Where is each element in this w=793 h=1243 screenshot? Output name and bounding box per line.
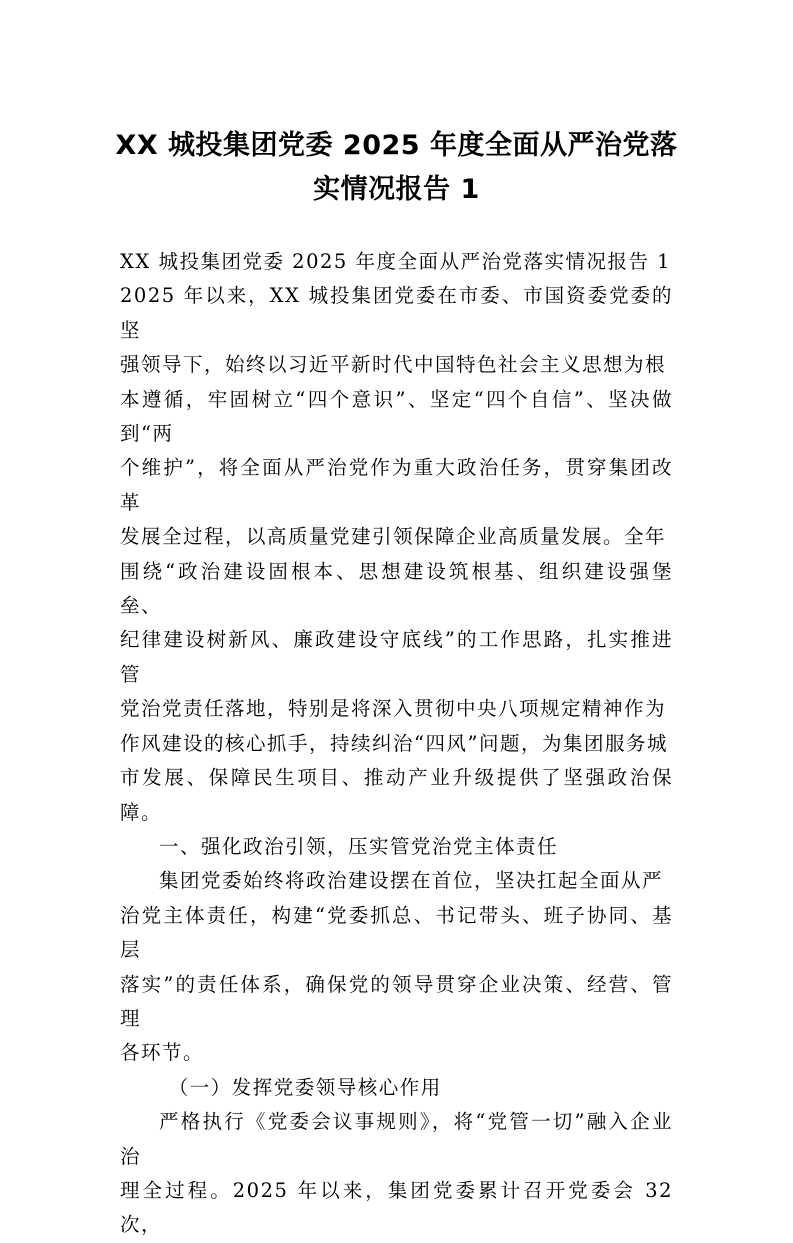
- text-line: 落实”的责任体系，确保党的领导贯穿企业决策、经营、管理: [120, 972, 673, 1030]
- document-title: [100, 124, 693, 212]
- text-line: 个维护”，将全面从严治党作为重大政治任务，贯穿集团改革: [120, 456, 673, 514]
- text-line: XX 城投集团党委 2025 年度全面从严治党落实情况报告 1: [120, 250, 672, 273]
- heading-text: （一）发挥党委领导核心作用: [168, 1075, 442, 1099]
- subsection-1-paragraph: [120, 1105, 673, 1243]
- document-body: [120, 245, 673, 1243]
- text-line: 发展全过程，以高质量党建引领保障企业高质量发展。全年: [120, 525, 667, 549]
- section-1-paragraph: [120, 864, 673, 1070]
- text-line: 各环节。: [120, 1041, 205, 1065]
- text-line: 市发展、保障民生项目、推动产业升级提供了坚强政治保障。: [120, 766, 673, 824]
- subsection-heading-1: [120, 1071, 673, 1105]
- title-line-1: XX 城投集团党委 2025 年度全面从严治党落: [115, 130, 678, 161]
- text-line: 本遵循，牢固树立“四个意识”、坚定“四个自信”、坚决做到“两: [120, 387, 673, 446]
- text-line: 围绕“政治建设固根本、思想建设筑根基、组织建设强堡垒、: [120, 559, 673, 618]
- text-line: 严格执行《党委会议事规则》，将“党管一切”融入企业治: [120, 1110, 673, 1168]
- text-line: 2025 年以来，XX 城投集团党委在市委、市国资委党委的坚: [120, 284, 673, 342]
- text-line: 强领导下，始终以习近平新时代中国特色社会主义思想为根: [120, 353, 667, 377]
- title-line-2: 实情况报告 1: [313, 174, 480, 205]
- text-line: 党治党责任落地，特别是将深入贯彻中央八项规定精神作为: [120, 697, 667, 721]
- text-line: 集团党委始终将政治建设摆在首位，坚决扛起全面从严: [159, 869, 664, 893]
- text-line: 治党主体责任，构建“党委抓总、书记带头、班子协同、基层: [120, 903, 673, 962]
- heading-text: 一、强化政治引领，压实管党治党主体责任: [159, 834, 559, 858]
- section-heading-1: [120, 830, 673, 864]
- text-line: 纪律建设树新风、廉政建设守底线”的工作思路，扎实推进管: [120, 628, 673, 686]
- intro-paragraph: [120, 245, 673, 830]
- text-line: 作风建设的核心抓手，持续纠治“四风”问题，为集团服务城: [120, 731, 668, 755]
- text-line: 理全过程。2025 年以来，集团党委累计召开党委会 32 次，: [120, 1178, 673, 1237]
